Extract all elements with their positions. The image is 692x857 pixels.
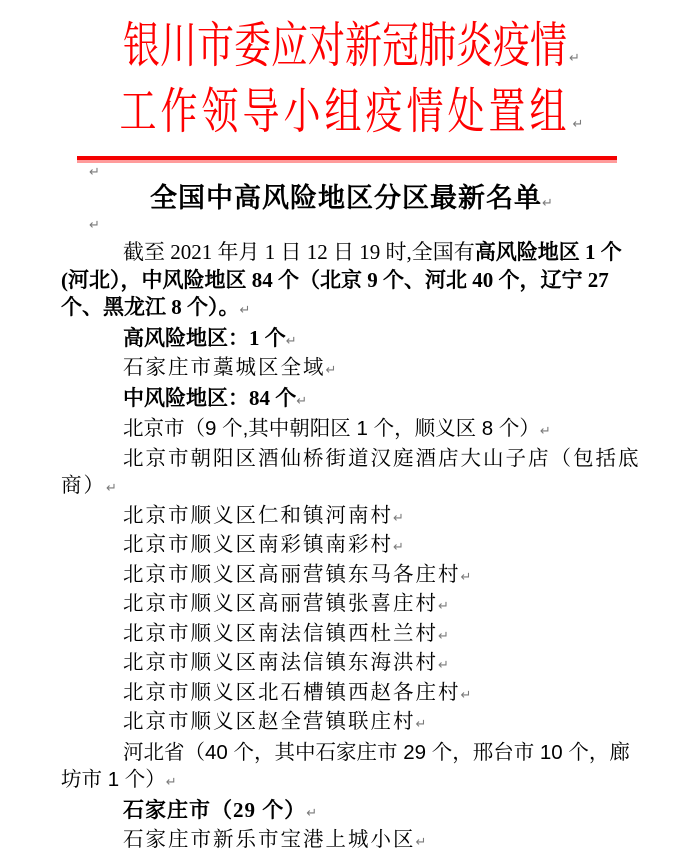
empty-paragraph — [61, 163, 642, 183]
body-paragraph — [61, 739, 642, 797]
paragraph-mark-icon: ↵ — [438, 599, 449, 614]
paragraph-mark-icon: ↵ — [296, 393, 308, 409]
paragraph-mark-icon: ↵ — [572, 117, 584, 132]
body-paragraph — [61, 709, 642, 739]
paragraph-mark-icon: ↵ — [285, 333, 297, 349]
body-paragraph-text: 北京市顺义区南法信镇西杜兰村 — [123, 622, 438, 645]
intro-lead-text: 截至 2021 年月 1 日 12 日 19 时,全国有 — [123, 240, 475, 264]
paragraph-mark-icon: ↵ — [415, 717, 427, 732]
letterhead-title-line2-text: 工作领导小组疫情处置组 — [119, 85, 571, 140]
paragraph-mark-icon: ↵ — [106, 481, 117, 496]
body-paragraph-text: 石家庄市（29 个） — [123, 797, 307, 822]
body-paragraph-text: 北京市（9 个,其中朝阳区 1 个，顺义区 8 个） — [123, 417, 540, 440]
document-body — [61, 239, 642, 857]
letterhead-title-line2 — [61, 74, 642, 140]
body-paragraph — [61, 503, 642, 533]
paragraph-mark-icon: ↵ — [393, 510, 404, 526]
body-paragraph — [61, 325, 642, 356]
letterhead — [61, 8, 642, 163]
body-paragraph — [61, 591, 642, 621]
body-paragraph-text: 北京市顺义区高丽营镇张喜庄村 — [123, 593, 438, 615]
paragraph-mark-icon: ↵ — [306, 805, 318, 821]
paragraph-mark-icon: ↵ — [438, 628, 449, 644]
paragraph-mark-icon: ↵ — [325, 363, 337, 378]
body-paragraph-text: 石家庄市藁城区全域 — [123, 357, 326, 379]
body-paragraph — [61, 355, 642, 385]
body-paragraph — [61, 621, 642, 651]
letterhead-title-line1-text: 银川市委应对新冠肺炎疫情 — [123, 19, 568, 74]
body-paragraph-text: 河北省（40 个，其中石家庄市 29 个，邢台市 10 个，廊坊市 1 个） — [61, 740, 630, 791]
body-paragraph — [61, 650, 642, 680]
body-paragraph-text: 北京市顺义区仁和镇河南村 — [123, 504, 393, 527]
letterhead-title-line1 — [61, 8, 642, 74]
paragraph-mark-icon: ↵ — [165, 775, 177, 790]
body-paragraph-text: 石家庄市新乐市宝港上城小区 — [123, 829, 416, 851]
body-paragraph — [61, 797, 642, 828]
body-paragraph — [61, 385, 642, 416]
body-paragraph-text: 北京市顺义区南法信镇东海洪村 — [123, 652, 438, 674]
body-paragraph-text: 北京市顺义区北石槽镇西赵各庄村 — [123, 681, 461, 704]
paragraph-mark-icon: ↵ — [239, 303, 251, 318]
body-paragraph — [61, 532, 642, 562]
body-paragraph-text: 中风险地区：84 个 — [123, 385, 297, 410]
body-paragraph — [61, 446, 642, 503]
paragraph-mark-icon: ↵ — [569, 51, 580, 66]
paragraph-mark-icon: ↵ — [415, 835, 427, 850]
body-paragraph-text: 北京市朝阳区酒仙桥街道汉庭酒店大山子店（包括底商） — [61, 447, 641, 497]
body-paragraph — [61, 680, 642, 710]
body-paragraph-text: 高风险地区：1 个 — [123, 325, 286, 350]
paragraph-mark-icon: ↵ — [89, 218, 100, 233]
paragraph-mark-icon: ↵ — [539, 424, 551, 439]
body-paragraph-text: 北京市顺义区南彩镇南彩村 — [123, 534, 393, 556]
paragraph-mark-icon: ↵ — [89, 165, 100, 180]
intro-paragraph — [61, 239, 642, 325]
body-paragraph — [61, 415, 642, 446]
intro-emphasis-text: 高风险地区 1 个(河北），中风险地区 84 个（北京 9 个、河北 40 个，辽宁 27 个、黑龙江 8 个）。 — [61, 240, 622, 319]
document-heading-text: 全国中高风险地区分区最新名单 — [150, 183, 543, 213]
paragraph-mark-icon: ↵ — [542, 196, 553, 211]
body-paragraph — [61, 827, 642, 857]
document-heading — [61, 183, 642, 213]
body-paragraph-text: 北京市顺义区赵全营镇联庄村 — [123, 711, 416, 733]
paragraph-mark-icon: ↵ — [438, 658, 449, 673]
paragraph-mark-icon: ↵ — [460, 687, 472, 703]
empty-paragraph — [61, 213, 642, 239]
risk-area-list — [61, 325, 642, 857]
paragraph-mark-icon: ↵ — [393, 540, 404, 555]
body-paragraph — [61, 562, 642, 592]
red-separator-rule — [77, 156, 617, 163]
body-paragraph-text: 北京市顺义区高丽营镇东马各庄村 — [123, 563, 461, 586]
paragraph-mark-icon: ↵ — [460, 569, 472, 585]
